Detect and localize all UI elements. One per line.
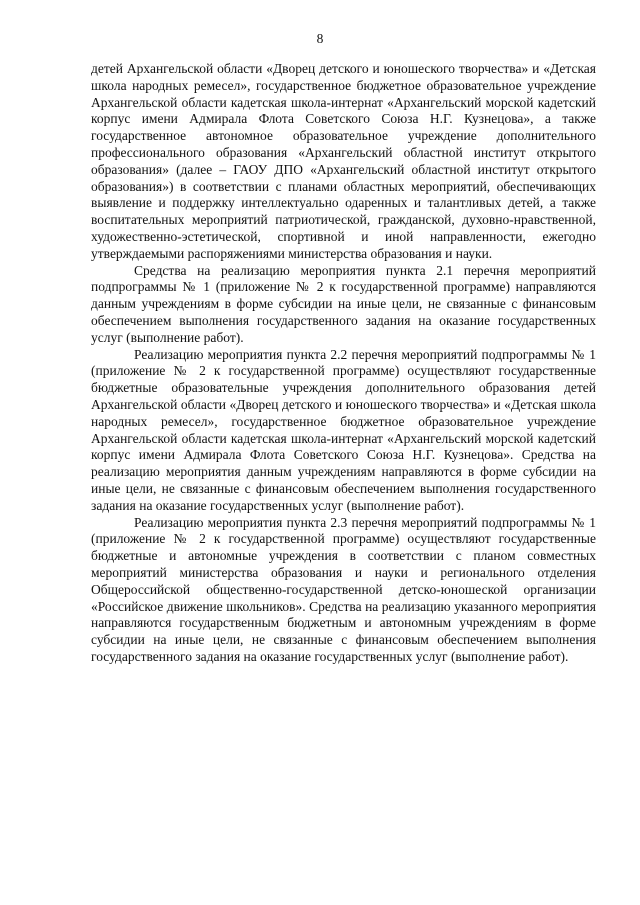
page-number: 8 — [316, 31, 324, 46]
paragraph-item-2-3: Реализацию мероприятия пункта 2.3 перечня мероприятий подпрограммы № 1 (приложение № 2 к государственной программе) осуществляют государственные бюджетные и автономные учреждения в соответствии с планом совместных мероприятий министерства образования и науки и регионального отделения Общероссийской общественно-государственной детско-юношеской организации «Российское движение школьников». Средства на реализацию указанного мероприятия направляются государственным бюджетным и автономным учреждениям в форме субсидии на иные цели, не связанные с финансовым обеспечением выполнения государственного задания на оказание государственных услуг (выполнение работ). — [91, 514, 596, 664]
document-body — [91, 61, 596, 666]
paragraph-item-2-1-funding: Средства на реализацию мероприятия пункта 2.1 перечня мероприятий подпрограммы № 1 (приложение № 2 к государственной программе) направляются данным учреждениям в форме субсидии на иные цели, не связанные с финансовым обеспечением выполнения государственного задания на оказание государственных услуг (выполнение работ). — [91, 262, 596, 345]
paragraph-continuation: детей Архангельской области «Дворец детского и юношеского творчества» и «Детская школа народных ремесел», государственное бюджетное образовательное учреждение Архангельской области кадетская школа-интернат «Архангельский морской кадетский корпус имени Адмирала Флота Советского Союза Н.Г. Кузнецова», а также государственное автономное образовательное учреждение дополнительного профессионального образования «Архангельский областной институт открытого образования» (далее – ГАОУ ДПО «Архангельский областной институт открытого образования») в соответствии с планами областных мероприятий, обеспечивающих выявление и поддержку интеллектуально одаренных и талантливых детей, а также воспитательных мероприятий патриотической, гражданской, духовно-нравственной, художественно-эстетической, спортивной и иной направленности, ежегодно утверждаемыми распоряжениями министерства образования и науки. — [91, 61, 596, 261]
paragraph-item-2-2: Реализацию мероприятия пункта 2.2 перечня мероприятий подпрограммы № 1 (приложение № 2 к государственной программе) осуществляют государственные бюджетные образовательные учреждения дополнительного образования детей Архангельской области «Дворец детского и юношеского творчества» и «Детская школа народных ремесел», государственное бюджетное образовательное учреждение Архангельской области кадетская школа-интернат «Архангельский морской кадетский корпус имени Адмирала Флота Советского Союза Н.Г. Кузнецова». Средства на реализацию мероприятия данным учреждениям направляются в форме субсидии на иные цели, не связанные с финансовым обеспечением выполнения государственного задания на оказание государственных услуг (выполнение работ). — [91, 346, 596, 513]
